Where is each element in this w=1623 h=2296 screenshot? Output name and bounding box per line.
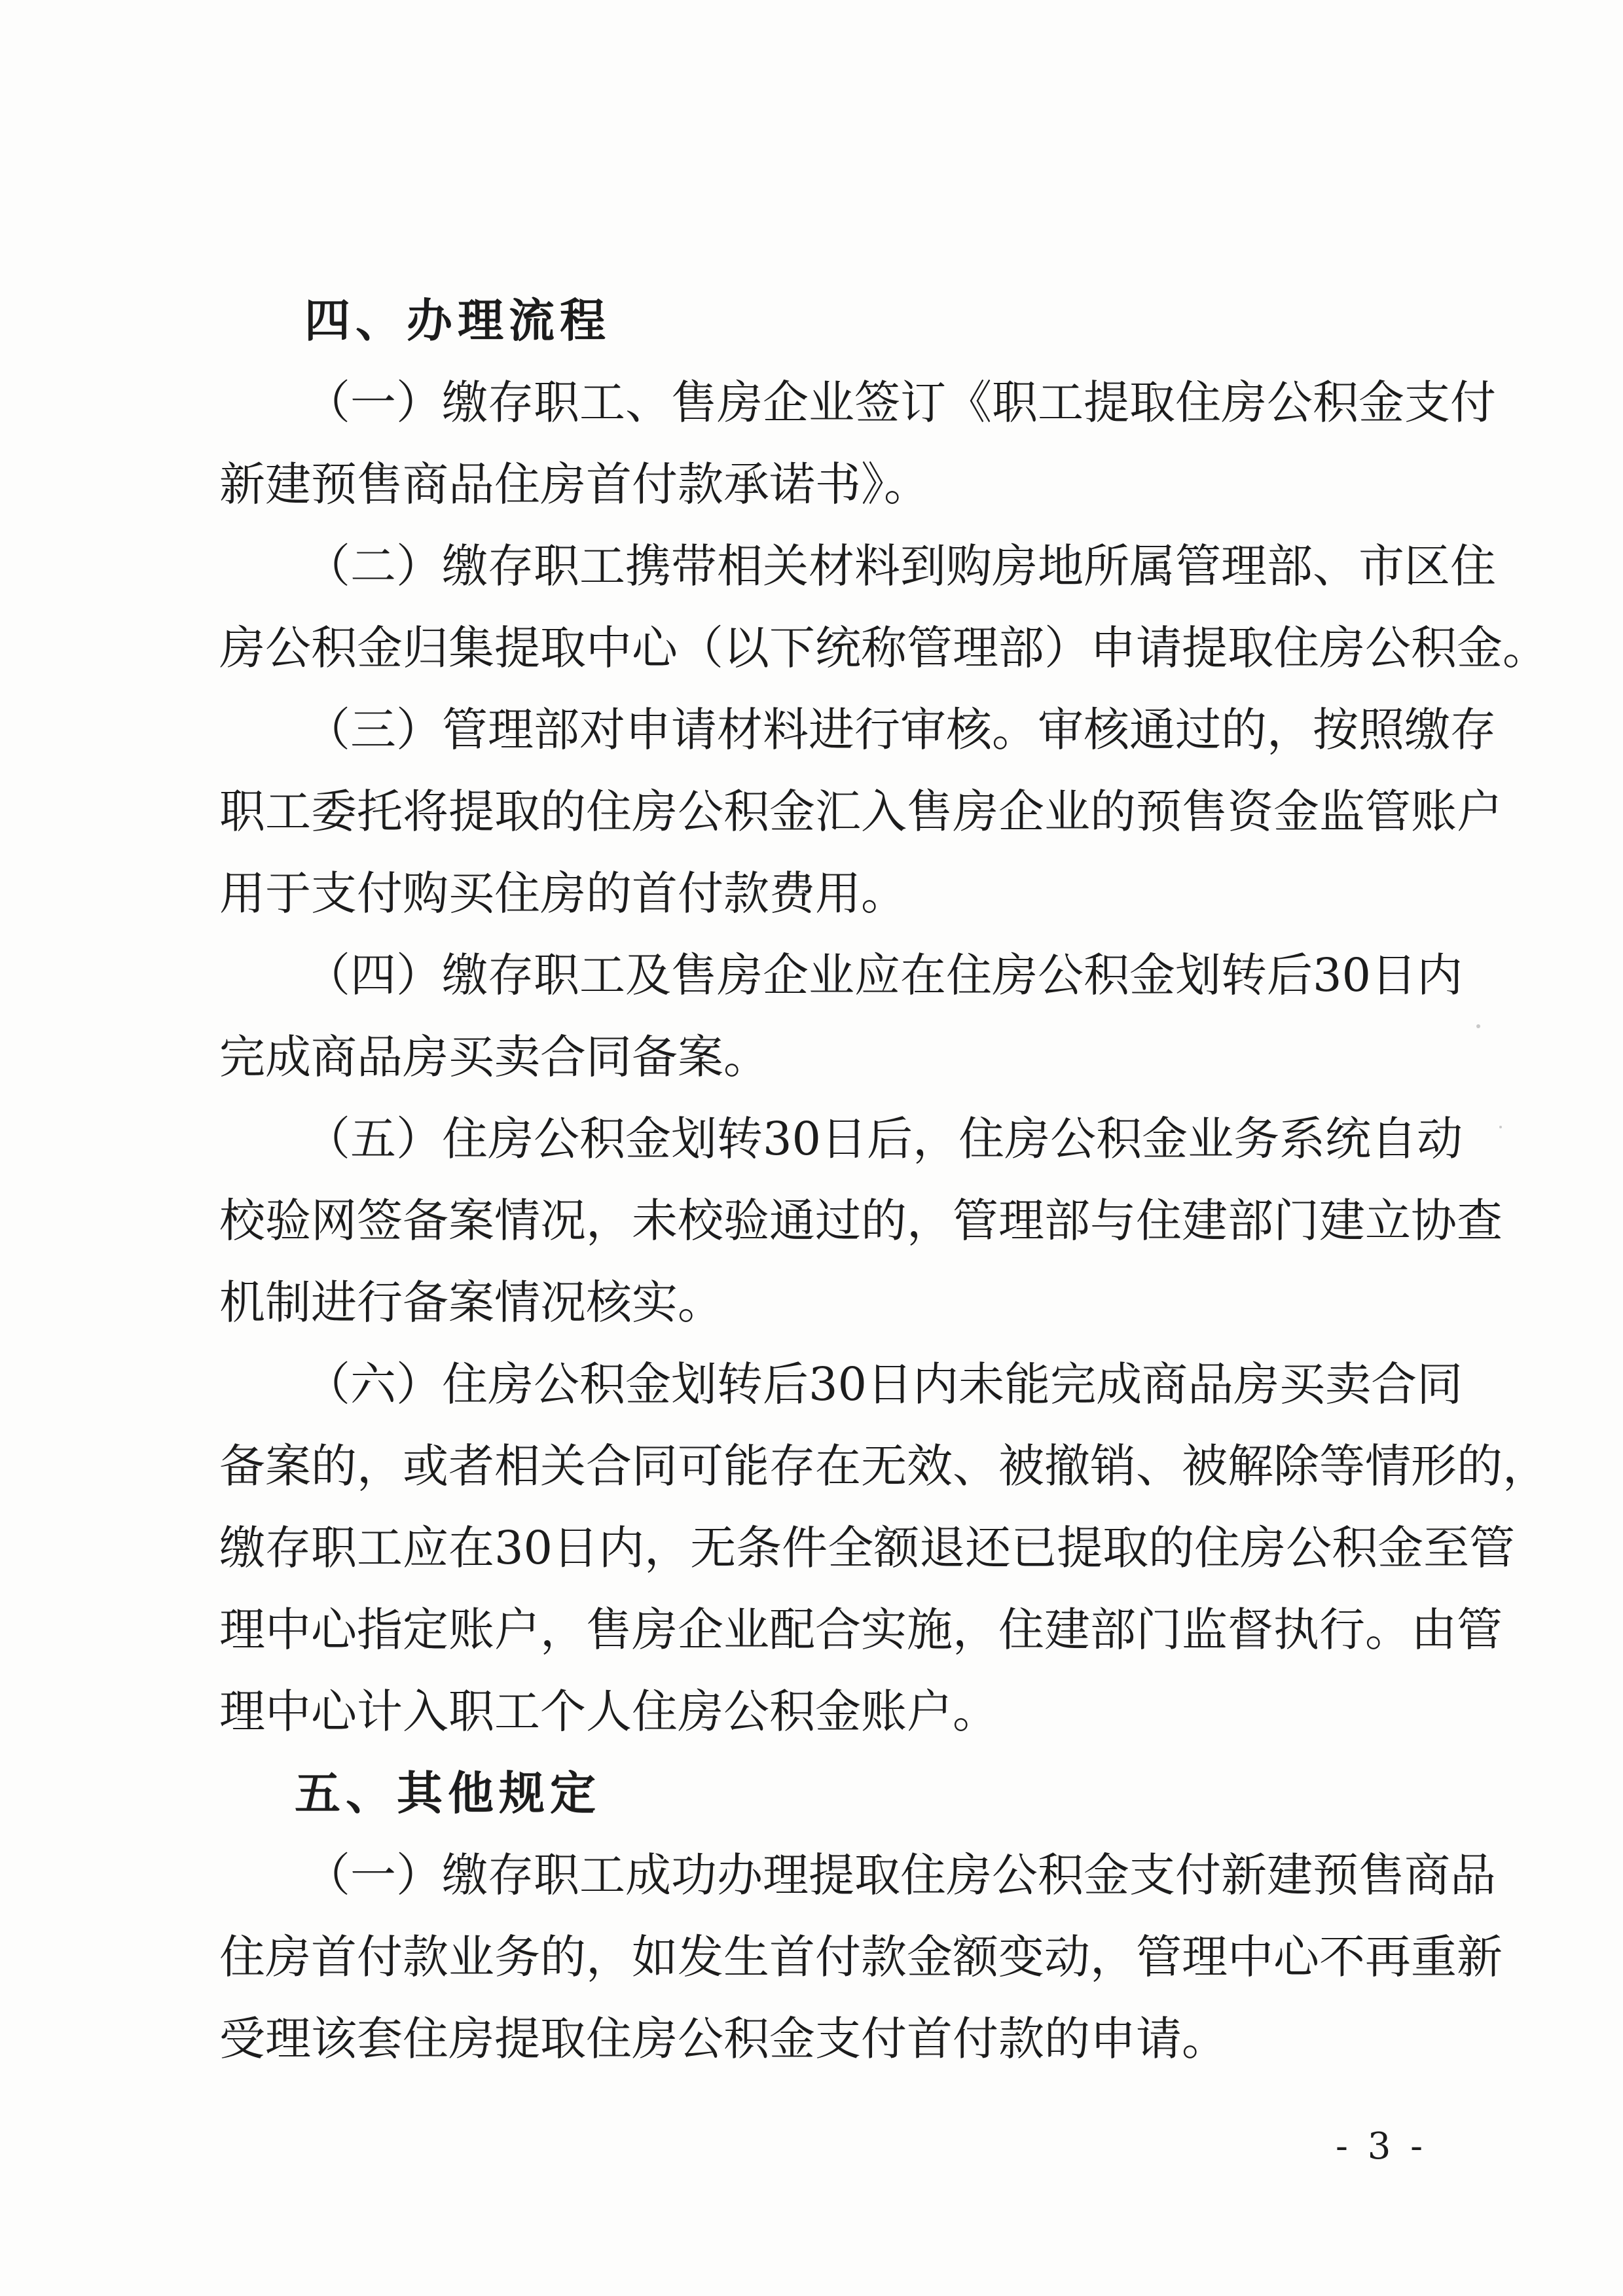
scan-speck [1499,1126,1502,1128]
page-number: - 3 - [1336,2125,1427,2168]
paragraph-line: （四）缴存职工及售房企业应在住房公积金划转后30日内 [304,948,1463,1002]
section-heading-process: 四、办理流程 [304,294,611,348]
section-heading-other-rules: 五、其他规定 [295,1767,601,1820]
paragraph-line: 备案的，或者相关合同可能存在无效、被撤销、被解除等情形的， [219,1439,1548,1493]
paragraph-line: （二）缴存职工携带相关材料到购房地所属管理部、市区住 [304,539,1496,593]
paragraph-line: （一）缴存职工成功办理提取住房公积金支付新建预售商品 [304,1848,1496,1902]
paragraph-line: 新建预售商品住房首付款承诺书》。 [219,457,930,511]
paragraph-line: （六）住房公积金划转后30日内未能完成商品房买卖合同 [304,1357,1463,1411]
paragraph-line: 理中心计入职工个人住房公积金账户。 [219,1685,998,1738]
paragraph-line: 理中心指定账户，售房企业配合实施，住建部门监督执行。由管 [219,1603,1503,1657]
paragraph-line: 完成商品房买卖合同备案。 [219,1030,769,1084]
scan-speck [1476,1024,1480,1028]
paragraph-line: 受理该套住房提取住房公积金支付首付款的申请。 [219,2012,1228,2066]
paragraph-line: （三）管理部对申请材料进行审核。审核通过的，按照缴存 [304,703,1496,757]
paragraph-line: 房公积金归集提取中心（以下统称管理部）申请提取住房公积金。 [219,621,1548,675]
paragraph-line: 住房首付款业务的，如发生首付款金额变动，管理中心不再重新 [219,1930,1503,1984]
paragraph-line: 机制进行备案情况核实。 [219,1276,723,1329]
paragraph-line: 校验网签备案情况，未校验通过的，管理部与住建部门建立协查 [219,1194,1503,1247]
paragraph-line: 缴存职工应在30日内，无条件全额退还已提取的住房公积金至管 [219,1521,1516,1575]
paragraph-line: 用于支付购买住房的首付款费用。 [219,867,907,920]
paragraph-line: （五）住房公积金划转30日后，住房公积金业务系统自动 [304,1112,1463,1166]
paragraph-line: （一）缴存职工、售房企业签订《职工提取住房公积金支付 [304,376,1496,429]
paragraph-line: 职工委托将提取的住房公积金汇入售房企业的预售资金监管账户 [219,785,1503,838]
